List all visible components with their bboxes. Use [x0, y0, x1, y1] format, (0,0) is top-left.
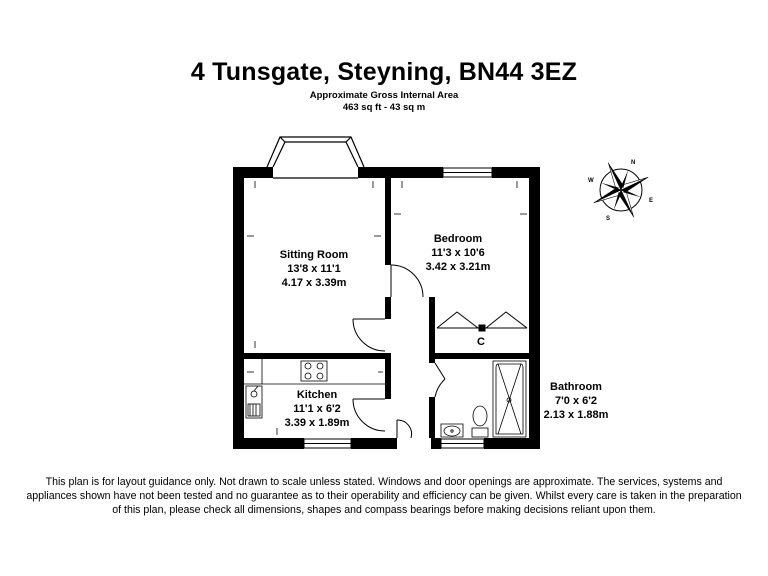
- compass-s: S: [606, 216, 611, 222]
- bathroom-imperial: 7'0 x 6'2: [555, 395, 597, 407]
- area-value: 463 sq ft - 43 sq m: [342, 102, 426, 113]
- compass-e: E: [649, 198, 654, 204]
- sitting-room-imperial: 13'8 x 11'1: [287, 263, 341, 275]
- bedroom-name: Bedroom: [433, 233, 483, 245]
- bedroom-imperial: 11'3 x 10'6: [431, 247, 485, 259]
- bathroom-name: Bathroom: [550, 381, 602, 393]
- disclaimer-line-1: This plan is for layout guidance only. Not drawn to scale unless stated. Windows and door openings are approximate. The services, systems and: [45, 476, 723, 488]
- doors: [353, 265, 527, 438]
- room-bedroom: [426, 233, 491, 273]
- kitchen-imperial: 11'1 x 6'2: [293, 403, 341, 415]
- compass-w: W: [588, 178, 594, 184]
- bedroom-metric: 3.42 x 3.21m: [425, 261, 491, 273]
- plan-title: 4 Tunsgate, Steyning, BN44 3EZ: [190, 58, 578, 86]
- sitting-room-metric: 4.17 x 3.39m: [281, 277, 347, 289]
- sitting-room-name: Sitting Room: [279, 249, 349, 261]
- compass-n: N: [631, 160, 636, 166]
- cupboard-label: C: [477, 336, 485, 348]
- room-kitchen: [285, 389, 350, 429]
- kitchen-name: Kitchen: [296, 389, 338, 401]
- outer-walls: [233, 167, 540, 449]
- room-sitting-room: [280, 249, 349, 289]
- disclaimer-line-2: appliances shown have not been tested and no guarantee as to their operability and efficiency can be given. Whilst every care is taken in the preparation: [26, 490, 742, 502]
- kitchen-metric: 3.39 x 1.89m: [284, 417, 350, 429]
- bay-window: [267, 137, 364, 178]
- disclaimer: [0, 475, 768, 517]
- compass-rose-icon: [581, 150, 661, 230]
- disclaimer-line-3: of this plan, please check all dimensions, shapes and compass bearings before making decisions reliant upon them.: [112, 504, 656, 516]
- bathroom-fittings: [441, 361, 526, 437]
- bathroom-metric: 2.13 x 1.88m: [543, 409, 609, 421]
- area-label: Approximate Gross Internal Area: [309, 90, 459, 101]
- room-bathroom: [544, 381, 609, 421]
